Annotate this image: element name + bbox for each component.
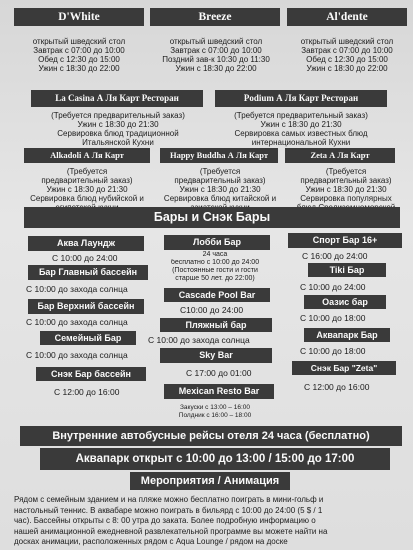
restaurant-podium-header: Podium А Ля Карт Ресторан bbox=[215, 90, 387, 107]
bar-sky-hours: С 17:00 до 01:00 bbox=[186, 368, 252, 378]
activities-title: Мероприятия / Анимация bbox=[130, 472, 290, 490]
bar-beach-header: Пляжный бар bbox=[160, 318, 272, 332]
bar-oasis-header: Оазис бар bbox=[304, 295, 386, 309]
bar-snack-pool-header: Снэк Бар бассейн bbox=[36, 367, 146, 381]
restaurant-dwhite-info: открытый шведский стол Завтрак с 07:00 до 10:00 Обед с 12:30 до 15:00 Ужин с 18:30 до 22:00 bbox=[32, 37, 126, 73]
bar-sport-hours: С 16:00 до 24:00 bbox=[302, 251, 368, 261]
bar-lobby-info: 24 часа бесплатно с 10:00 до 24:00 (Постоянные гости и гости старше 50 лет. до 22:00) bbox=[170, 251, 260, 282]
bar-cascade-pool-hours: С10:00 до 24:00 bbox=[180, 305, 244, 315]
restaurant-happy-buddha-info: (Требуется предварительный заказ) Ужин с 18:30 до 21:30 Сервировка блюд китайской и bbox=[163, 167, 277, 203]
bar-snack-pool-hours: С 12:00 до 16:00 bbox=[54, 387, 120, 397]
restaurant-zeta-info: (Требуется предварительный заказ) Ужин с 18:30 до 21:30 Сервировка популярных bbox=[300, 167, 392, 203]
bar-aqua-lounge-header: Аква Лаундж bbox=[28, 236, 144, 251]
bar-family-header: Семейный Бар bbox=[40, 331, 136, 345]
bar-mexican-resto-header: Mexican Resto Bar bbox=[164, 384, 274, 399]
activities-description: Рядом с семейным зданием и на пляже можно бесплатно поиграть в мини-гольф и настольный теннис. В аквабаре можно поиграть в бильярд с 10:00 до 24:00 (5 $ / 1 час). Бассейны открыты с 8: 00 утра до заката. Более подробную информацию о нашей анимационной ежедневной развлекательной программе вы можете найти на досках анимации, расположенных рядом с Aqua Lounge / рядом на доске bbox=[14, 495, 328, 547]
restaurant-alkadoli-header: Alkadoli А Ля Карт bbox=[24, 148, 150, 163]
bus-routes-banner: Внутренние автобусные рейсы отеля 24 часа (бесплатно) bbox=[20, 426, 402, 446]
aquapark-hours-banner: Аквапарк открыт с 10:00 до 13:00 / 15:00 до 17:00 bbox=[40, 448, 390, 470]
restaurant-breeze-info: открытый шведский стол Завтрак с 07:00 до 10:00 Поздний зав-к 10:30 до 11:30 Ужин с 18:30 до 22:00 bbox=[162, 37, 270, 73]
bar-oasis-hours: С 10:00 до 18:00 bbox=[300, 313, 366, 323]
bar-snack-zeta-header: Снэк Бар "Zeta" bbox=[292, 361, 396, 375]
bar-main-pool-header: Бар Главный бассейн bbox=[28, 265, 148, 280]
restaurant-aldente-info: открытый шведский стол Завтрак с 07:00 до 10:00 Обед с 12:30 до 15:00 Ужин с 18:30 до 22:00 bbox=[300, 37, 394, 73]
bars-section-title: Бары и Снэк Бары bbox=[24, 207, 400, 228]
bar-lobby-header: Лобби Бар bbox=[164, 235, 270, 250]
restaurant-la-casina-info: (Требуется предварительный заказ) Ужин с 18:30 до 21:30 Сервировка блюд традиционной Итальянской Кухни bbox=[51, 111, 185, 147]
restaurant-happy-buddha-header: Happy Buddha А Ля Карт bbox=[160, 148, 278, 163]
bar-mexican-resto-info: Закуски с 13:00 – 16:00 Полдник с 16:00 – 18:00 bbox=[178, 404, 252, 419]
bar-aquapark-hours: С 10:00 до 18:00 bbox=[300, 346, 366, 356]
restaurant-la-casina-header: La Casina А Ля Карт Ресторан bbox=[31, 90, 203, 107]
bar-upper-pool-hours: С 10:00 до захода солнца bbox=[26, 317, 128, 327]
bar-aqua-lounge-hours: С 10:00 до 24:00 bbox=[52, 253, 118, 263]
bar-snack-zeta-hours: С 12:00 до 16:00 bbox=[304, 382, 370, 392]
bar-sport-header: Спорт Бар 16+ bbox=[288, 233, 402, 248]
bar-tiki-header: Tiki Бар bbox=[308, 263, 386, 277]
bar-beach-hours: С 10:00 до захода солнца bbox=[148, 335, 250, 345]
bar-main-pool-hours: С 10:00 до захода солнца bbox=[26, 284, 128, 294]
restaurant-zeta-header: Zeta А Ля Карт bbox=[285, 148, 395, 163]
bar-upper-pool-header: Бар Верхний бассейн bbox=[28, 299, 144, 314]
restaurant-dwhite-header: D'White bbox=[14, 8, 144, 26]
restaurant-breeze-header: Breeze bbox=[150, 8, 280, 26]
bar-aquapark-header: Аквапарк Бар bbox=[304, 328, 390, 342]
bar-tiki-hours: С 10:00 до 24:00 bbox=[300, 282, 366, 292]
restaurant-podium-info: (Требуется предварительный заказ) Ужин с 18:30 до 21:30 Сервировка самых известных блюд интернациональной Кухни bbox=[234, 111, 368, 147]
bar-cascade-pool-header: Cascade Pool Bar bbox=[164, 288, 270, 302]
restaurant-alkadoli-info: (Требуется предварительный заказ) Ужин с 18:30 до 21:30 Сервировка блюд нубийской и bbox=[30, 167, 144, 203]
bar-family-hours: С 10:00 до захода солнца bbox=[26, 350, 128, 360]
bar-sky-header: Sky Bar bbox=[160, 348, 272, 363]
restaurant-aldente-header: Al'dente bbox=[287, 8, 407, 26]
